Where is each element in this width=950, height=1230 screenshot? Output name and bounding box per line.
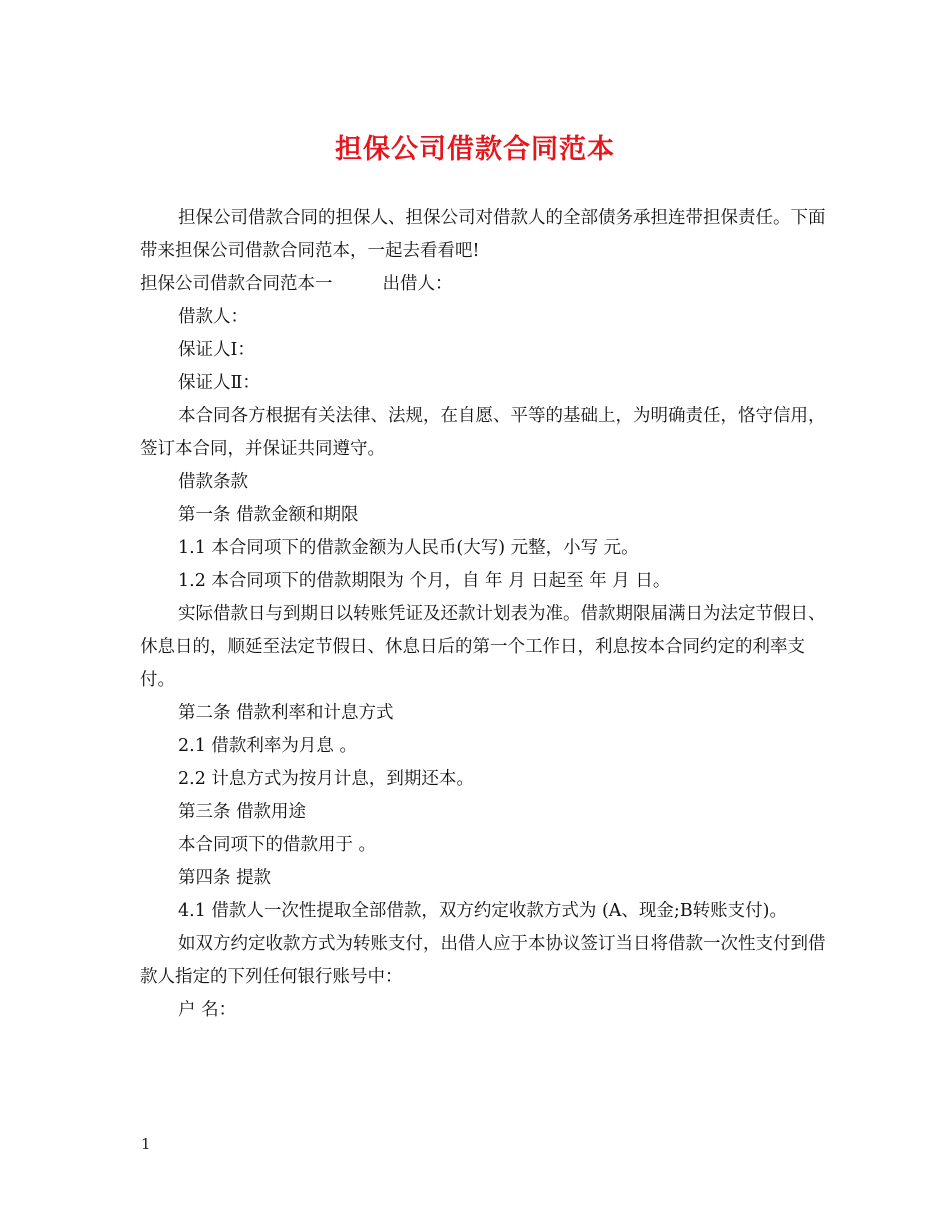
paragraph-clause-1-2 xyxy=(140,565,830,598)
paragraph-text: 本合同项下的借款用于 。 xyxy=(178,835,377,855)
template-heading-text: 担保公司借款合同范本一 xyxy=(140,274,333,294)
paragraph-preamble xyxy=(140,400,830,466)
clause-text: 4.1 借款人一次性提取全部借款，双方约定收款方式为 (A、现金;B转账支付)。 xyxy=(178,901,788,921)
guarantor-2-label: 保证人Ⅱ： xyxy=(178,373,260,393)
section-heading: 借款条款 xyxy=(178,472,248,492)
paragraph-text: 如双方约定收款方式为转账支付，出借人应于本协议签订当日将借款一次性支付到借款人指定的下列任何银行账号中： xyxy=(140,934,826,987)
article-heading: 第一条 借款金额和期限 xyxy=(178,505,359,525)
paragraph-text: 担保公司借款合同的担保人、担保公司对借款人的全部债务承担连带担保责任。下面带来担保公司借款合同范本，一起去看看吧! xyxy=(140,208,826,261)
paragraph-text: 实际借款日与到期日以转账凭证及还款计划表为准。借款期限届满日为法定节假日、休息日的，顺延至法定节假日、休息日后的第一个工作日，利息按本合同约定的利率支付。 xyxy=(140,604,826,690)
clause-text: 1.2 本合同项下的借款期限为 个月，自 年 月 日起至 年 月 日。 xyxy=(178,571,671,591)
paragraph-clause-2-1 xyxy=(140,730,830,763)
lender-label: 出借人： xyxy=(382,274,453,294)
page-number: 1 xyxy=(141,1135,151,1153)
paragraph-text: 本合同各方根据有关法律、法规，在自愿、平等的基础上，为明确责任，恪守信用，签订本合同，并保证共同遵守。 xyxy=(140,406,826,459)
paragraph-article-4 xyxy=(140,862,830,895)
paragraph-account-name xyxy=(140,994,830,1027)
guarantor-1-label: 保证人Ⅰ： xyxy=(178,340,255,360)
document-body xyxy=(140,202,830,1027)
paragraph-guarantor-2 xyxy=(140,367,830,400)
paragraph-guarantor-1 xyxy=(140,334,830,367)
paragraph-loan-purpose xyxy=(140,829,830,862)
paragraph-article-1 xyxy=(140,499,830,532)
paragraph-clause-2-2 xyxy=(140,763,830,796)
article-heading: 第三条 借款用途 xyxy=(178,802,307,822)
paragraph-clause-4-1 xyxy=(140,895,830,928)
paragraph-template-heading xyxy=(140,268,830,301)
paragraph-borrower xyxy=(140,301,830,334)
paragraph-article-2 xyxy=(140,697,830,730)
clause-text: 2.2 计息方式为按月计息，到期还本。 xyxy=(178,769,474,789)
article-heading: 第四条 提款 xyxy=(178,868,272,888)
paragraph-actual-date xyxy=(140,598,830,697)
paragraph-loan-terms xyxy=(140,466,830,499)
clause-text: 2.1 借款利率为月息 。 xyxy=(178,736,357,756)
paragraph-article-3 xyxy=(140,796,830,829)
clause-text: 1.1 本合同项下的借款金额为人民币(大写) 元整，小写 元。 xyxy=(178,538,639,558)
account-name-label: 户 名： xyxy=(178,1000,237,1020)
borrower-label: 借款人： xyxy=(178,307,248,327)
paragraph-intro xyxy=(140,202,830,268)
article-heading: 第二条 借款利率和计息方式 xyxy=(178,703,394,723)
paragraph-clause-1-1 xyxy=(140,532,830,565)
document-title: 担保公司借款合同范本 xyxy=(335,134,615,165)
paragraph-transfer xyxy=(140,928,830,994)
